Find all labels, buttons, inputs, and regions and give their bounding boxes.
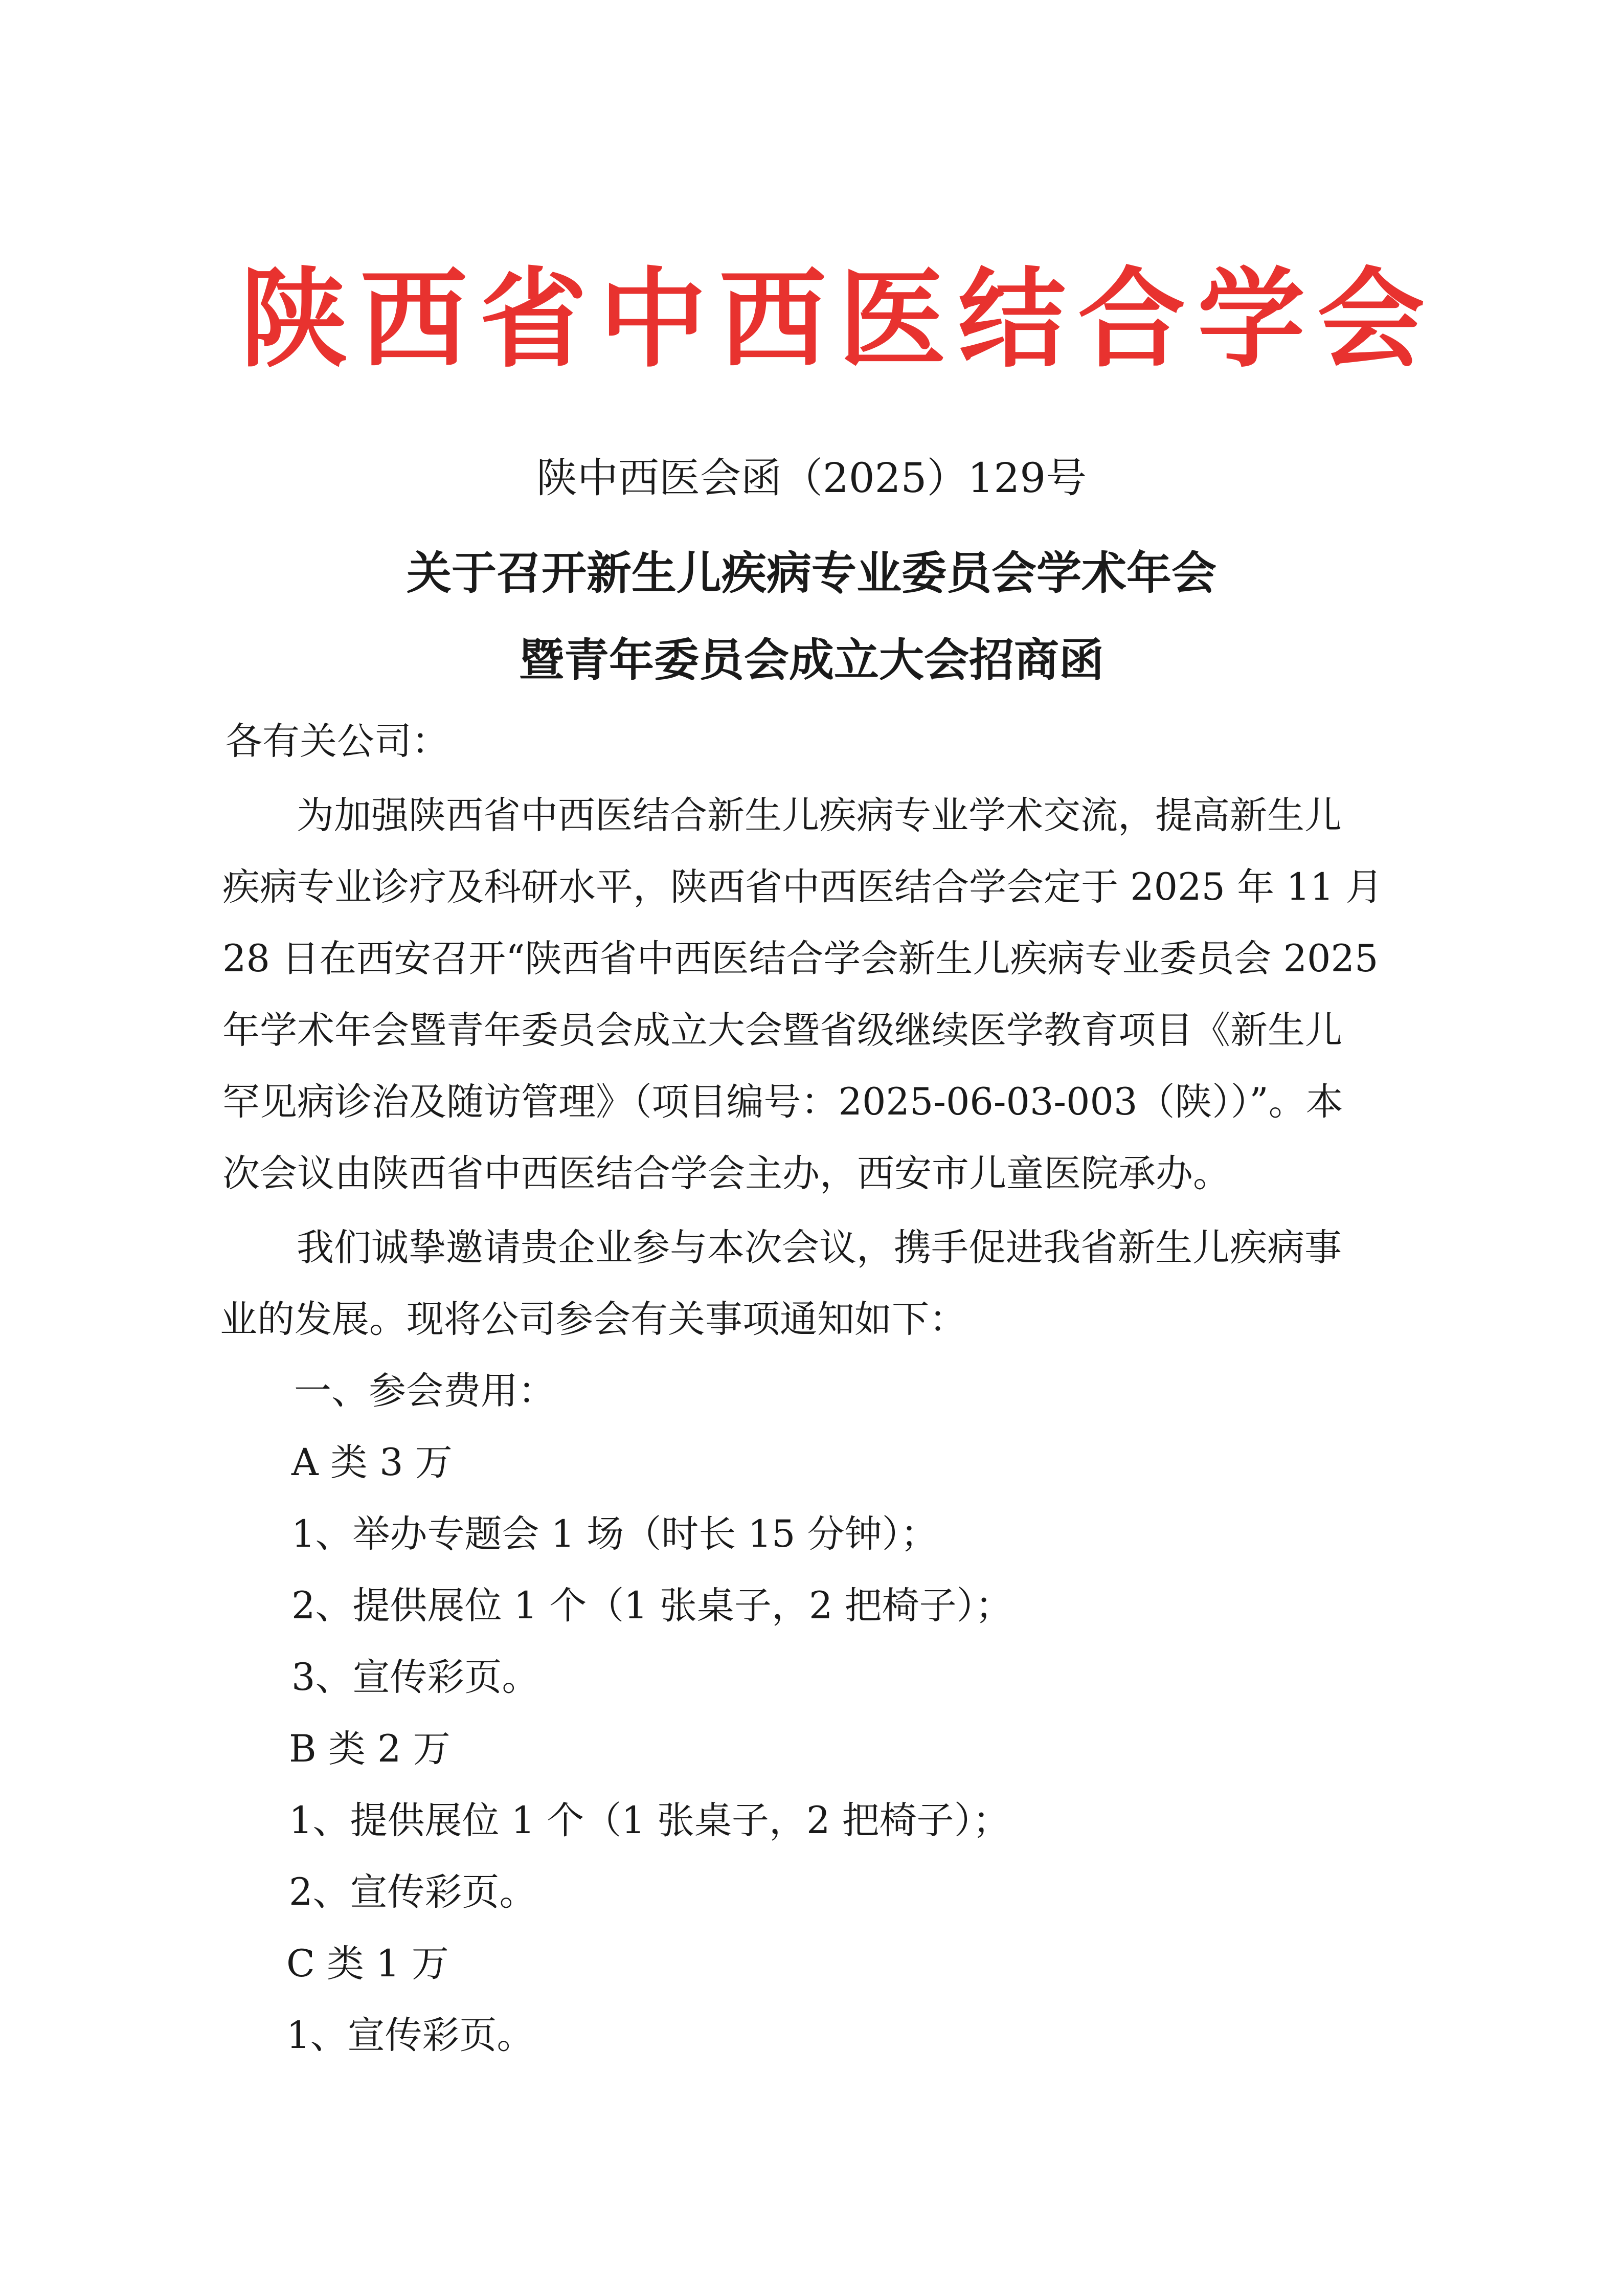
paragraph-1-line-3: 28 日在西安召开“陕西省中西医结合学会新生儿疾病专业委员会 2025 (222, 937, 1379, 980)
class-a-label: A 类 3 万 (291, 1441, 453, 1484)
paragraph-1-line-2: 疾病专业诊疗及科研水平，陕西省中西医结合学会定于 2025 年 11 月 (222, 865, 1383, 909)
organization-header: 陕西省中西医结合学会 (240, 257, 1437, 382)
document-number: 陕中西医会函（2025）129号 (536, 454, 1087, 502)
document-title-line-1: 关于召开新生儿疾病专业委员会学术年会 (406, 546, 1216, 599)
paragraph-1-line-4: 年学术年会暨青年委员会成立大会暨省级继续医学教育项目《新生儿 (222, 1009, 1342, 1052)
paragraph-2-line-2: 业的发展。现将公司参会有关事项通知如下： (220, 1298, 966, 1341)
class-b-label: B 类 2 万 (289, 1727, 450, 1771)
class-c-label: C 类 1 万 (286, 1942, 449, 1986)
document-title-line-2: 暨青年委员会成立大会招商函 (519, 633, 1104, 686)
paragraph-1-line-1: 为加强陕西省中西医结合新生儿疾病专业学术交流，提高新生儿 (297, 794, 1342, 837)
class-c-item-1: 1、宣传彩页。 (286, 2014, 534, 2057)
class-a-item-1: 1、举办专题会 1 场（时长 15 分钟）； (291, 1512, 938, 1556)
salutation: 各有关公司： (225, 720, 449, 763)
class-b-item-2: 2、宣传彩页。 (289, 1870, 537, 1914)
paragraph-1-line-5: 罕见病诊治及随访管理》（项目编号：2025-06-03-003（陕））”。本 (222, 1080, 1343, 1124)
paragraph-1-line-6: 次会议由陕西省中西医结合学会主办，西安市儿童医院承办。 (222, 1152, 1230, 1195)
class-b-item-1: 1、提供展位 1 个（1 张桌子，2 把椅子）； (289, 1799, 1010, 1842)
class-a-item-3: 3、宣传彩页。 (291, 1656, 539, 1699)
class-a-item-2: 2、提供展位 1 个（1 张桌子，2 把椅子）； (291, 1584, 1013, 1628)
section-heading-fees: 一、参会费用： (294, 1369, 555, 1413)
paragraph-2-line-1: 我们诚挚邀请贵企业参与本次会议，携手促进我省新生儿疾病事 (297, 1226, 1342, 1269)
